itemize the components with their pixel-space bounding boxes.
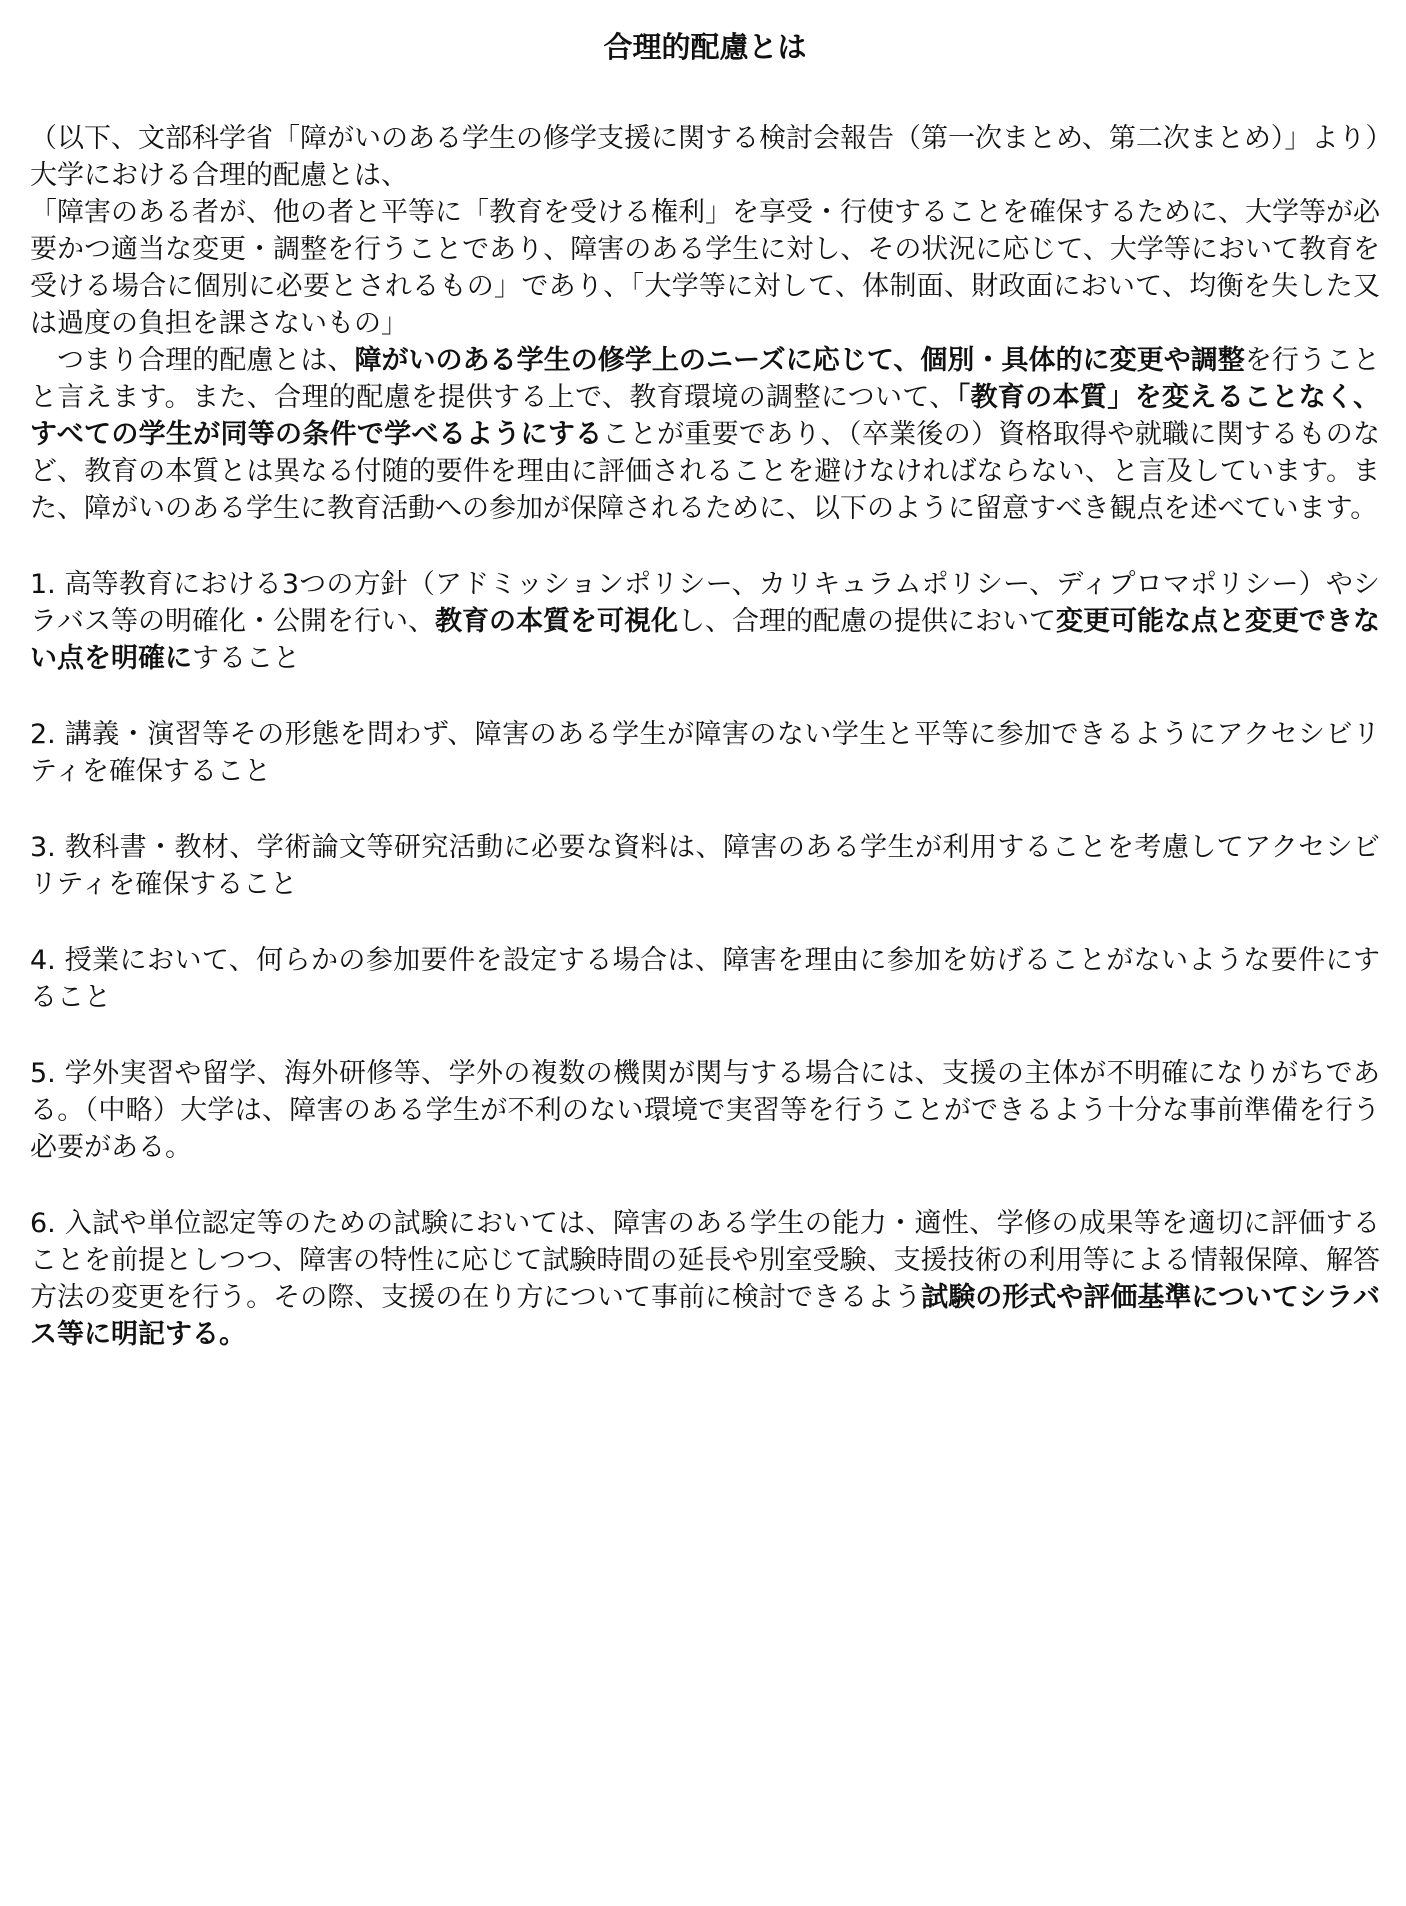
spacer <box>30 903 1380 942</box>
spacer <box>30 677 1380 716</box>
definition-text: 「障害のある者が、他の者と平等に「教育を受ける権利」を享受・行使することを確保するために、大学等が必要かつ適当な変更・調整を行うことであり、障害のある学生に対し、その状況に応じて、大学等において教育を受ける場合に個別に必要とされるもの」であり、「大学等に対して、体制面、財政面において、均衡を失した又は過度の負担を課さないもの」 <box>30 197 1380 339</box>
list-item-emphasis: 変更可能な点と変更できない点を明確に <box>30 606 1380 674</box>
summary-paragraph <box>30 342 1380 527</box>
list-item-emphasis: 教育の本質を可視化 <box>435 606 678 637</box>
page-title: 合理的配慮とは <box>603 30 807 64</box>
spacer <box>30 790 1380 829</box>
list-item-text: 1. 高等教育における3つの方針（アドミッションポリシー、カリキュラムポリシー、ディプロマポリシー）やシラバス等の明確化・公開を行い、 <box>30 569 1380 637</box>
summary-text: つまり合理的配慮とは、 <box>57 345 355 376</box>
summary-emphasis: 「教育の本質」を変えることなく、すべての学生が同等の条件で学べるようにする <box>30 382 1380 450</box>
summary-text: ことが重要であり、（卒業後の）資格取得や就職に関するものなど、教育の本質とは異なる付随的要件を理由に評価されることを避けなければならない、と言及しています。また、障がいのある学生に教育活動への参加が保障されるために、以下のように留意すべき観点を述べています。 <box>30 419 1381 524</box>
spacer <box>30 527 1380 566</box>
list-item-text: 6. 入試や単位認定等のための試験においては、障害のある学生の能力・適性、学修の成果等を適切に評価することを前提としつつ、障害の特性に応じて試験時間の延長や別室受験、支援技術の利用等による情報保障、解答方法の変更を行う。その際、支援の在り方について事前に検討できるよう <box>30 1208 1380 1313</box>
summary-emphasis: 障がいのある学生の修学上のニーズに応じて、個別・具体的に変更や調整 <box>354 345 1245 376</box>
spacer <box>30 1166 1380 1205</box>
list-item-emphasis: 試験の形式や評価基準についてシラバス等に明記する。 <box>30 1282 1380 1350</box>
list-item-4: 4. 授業において、何らかの参加要件を設定する場合は、障害を理由に参加を妨げることがないような要件にすること <box>30 945 1380 1013</box>
list-item-text: すること <box>192 643 300 674</box>
summary-text: を行うことと言えます。また、合理的配慮を提供する上で、教育環境の調整について、 <box>30 345 1381 413</box>
list-item-3: 3. 教科書・教材、学術論文等研究活動に必要な資料は、障害のある学生が利用することを考慮してアクセシビリティを確保すること <box>30 832 1380 900</box>
spacer <box>30 1016 1380 1055</box>
list-item-5: 5. 学外実習や留学、海外研修等、学外の複数の機関が関与する場合には、支援の主体が不明確になりがちである。（中略）大学は、障害のある学生が不利のない環境で実習等を行うことができるよう十分な事前準備を行う必要がある。 <box>30 1058 1380 1163</box>
list-item-1 <box>30 566 1380 677</box>
source-note: （以下、文部科学省「障がいのある学生の修学支援に関する検討会報告（第一次まとめ、第二次まとめ）」より） <box>30 123 1393 154</box>
list-item-text: し、合理的配慮の提供において <box>678 606 1056 637</box>
list-item-6 <box>30 1205 1380 1353</box>
intro-text: 大学における合理的配慮とは、 <box>30 160 408 191</box>
document-page <box>30 22 1393 1353</box>
list-item-2: 2. 講義・演習等その形態を問わず、障害のある学生が障害のない学生と平等に参加できるようにアクセシビリティを確保すること <box>30 719 1380 787</box>
